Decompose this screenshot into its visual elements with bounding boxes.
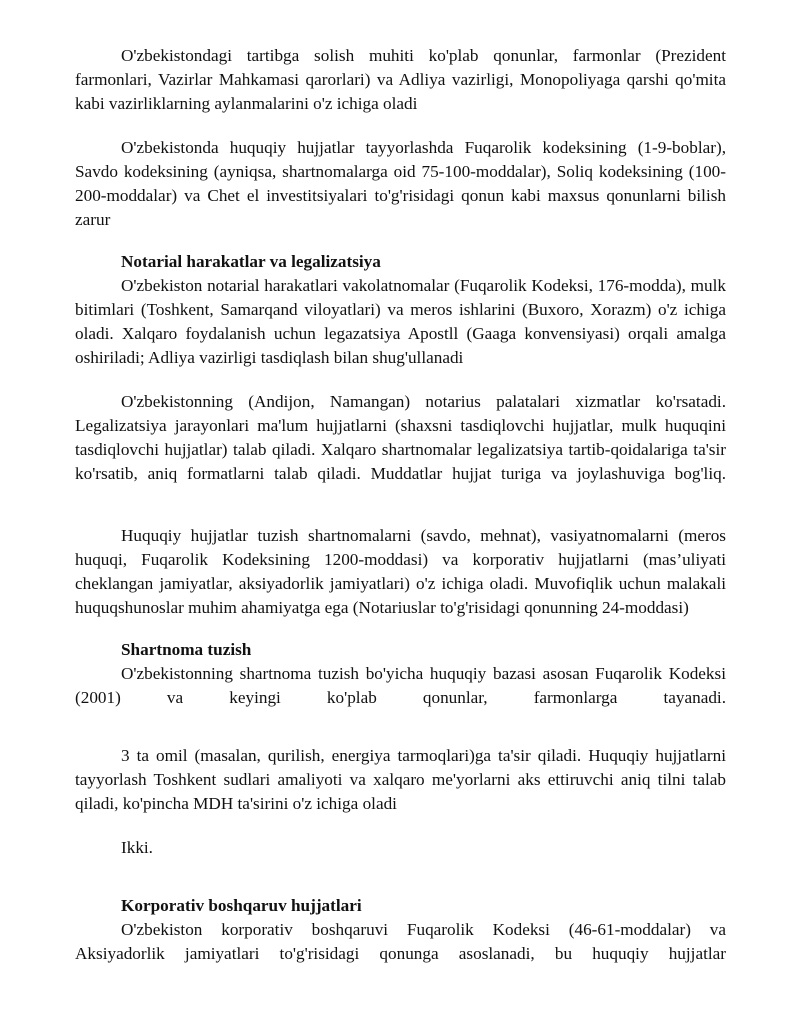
paragraph-spacer [75, 860, 726, 894]
paragraph-notary-chambers: O'zbekistonning (Andijon, Namangan) notarius palatalari xizmatlar ko'rsatadi. Legalizatsiya jarayonlari ma'lum hujjatlarni (shaxsni tasdiqlovchi hujjatlar, mulk huquqini tasdiqlovchi hujjatlar) talab qiladi. Xalqaro shartnomalar legalizatsiya tartib-qoidalariga ta'sir ko'rsatib, aniq formatlarni talab qiladi. Muddatlar hujjat turiga va joylashuviga bog'liq. [75, 392, 726, 483]
paragraph-two: Ikki. [121, 838, 153, 857]
paragraph-corporate-governance: O'zbekiston korporativ boshqaruvi Fuqarolik Kodeksi (46-61-moddalar) va Aksiyadorlik jamiyatlari to'g'risidagi qonunga asoslanadi, bu huquqiy hujjatlar [75, 920, 726, 963]
section-heading-notarial-actions: Notarial harakatlar va legalizatsiya [121, 252, 381, 271]
paragraph-regulatory-environment: O'zbekistondagi tartibga solish muhiti ko'plab qonunlar, farmonlar (Prezident farmonlari, Vazirlar Mahkamasi qarorlari) va Adliya vazirligi, Monopoliyaga qarshi qo'mita kabi vazirliklarning aylanmalarini o'z ichiga oladi [75, 46, 726, 113]
paragraph-spacer [75, 232, 726, 250]
paragraph-spacer [75, 620, 726, 638]
paragraph-legal-documents-preparation: O'zbekistonda huquqiy hujjatlar tayyorlashda Fuqarolik kodeksining (1-9-boblar), Savdo kodeksining (ayniqsa, shartnomalarga oid 75-100-moddalar), Soliq kodeksining (100-200-moddalar) va Chet el investitsiyalari to'g'risidagi qonun kabi maxsus qonunlarni bilish zarur [75, 138, 726, 229]
document-page [75, 44, 726, 966]
paragraph-spacer [75, 816, 726, 836]
section-heading-contract-drafting: Shartnoma tuzish [121, 640, 252, 659]
paragraph-spacer [75, 486, 726, 524]
paragraph-spacer [75, 710, 726, 744]
paragraph-spacer [75, 370, 726, 390]
paragraph-legal-drafting: Huquqiy hujjatlar tuzish shartnomalarni (savdo, mehnat), vasiyatnomalarni (meros huquqi, Fuqarolik Kodeksining 1200-moddasi) va korporativ hujjatlarni (mas’uliyati cheklangan jamiyatlar, aksiyadorlik jamiyatlari) o'z ichiga oladi. Muvofiqlik uchun malakali huquqshunoslar muhim ahamiyatga ega (Notariuslar to'g'risidagi qonunning 24-moddasi) [75, 526, 726, 617]
section-heading-corporate-governance: Korporativ boshqaruv hujjatlari [121, 896, 362, 915]
paragraph-notarial-actions: O'zbekiston notarial harakatlari vakolatnomalar (Fuqarolik Kodeksi, 176-modda), mulk bitimlari (Toshkent, Samarqand viloyatlari) va meros ishlarini (Buxoro, Xorazm) o'z ichiga oladi. Xalqaro foydalanish uchun legazatsiya Apostll (Gaaga konvensiyasi) orqali amalga oshiriladi; Adliya vazirligi tasdiqlash bilan shug'ullanadi [75, 276, 726, 367]
paragraph-spacer [75, 116, 726, 136]
paragraph-contract-legal-basis: O'zbekistonning shartnoma tuzish bo'yicha huquqiy bazasi asosan Fuqarolik Kodeksi (2001) va keyingi ko'plab qonunlar, farmonlarga tayanadi. [75, 664, 726, 707]
paragraph-factors: 3 ta omil (masalan, qurilish, energiya tarmoqlari)ga ta'sir qiladi. Huquqiy hujjatlarni tayyorlash Toshkent sudlari amaliyoti va xalqaro me'yorlarni aks ettiruvchi aniq tilni talab qiladi, ko'pincha MDH ta'sirini o'z ichiga oladi [75, 746, 726, 813]
